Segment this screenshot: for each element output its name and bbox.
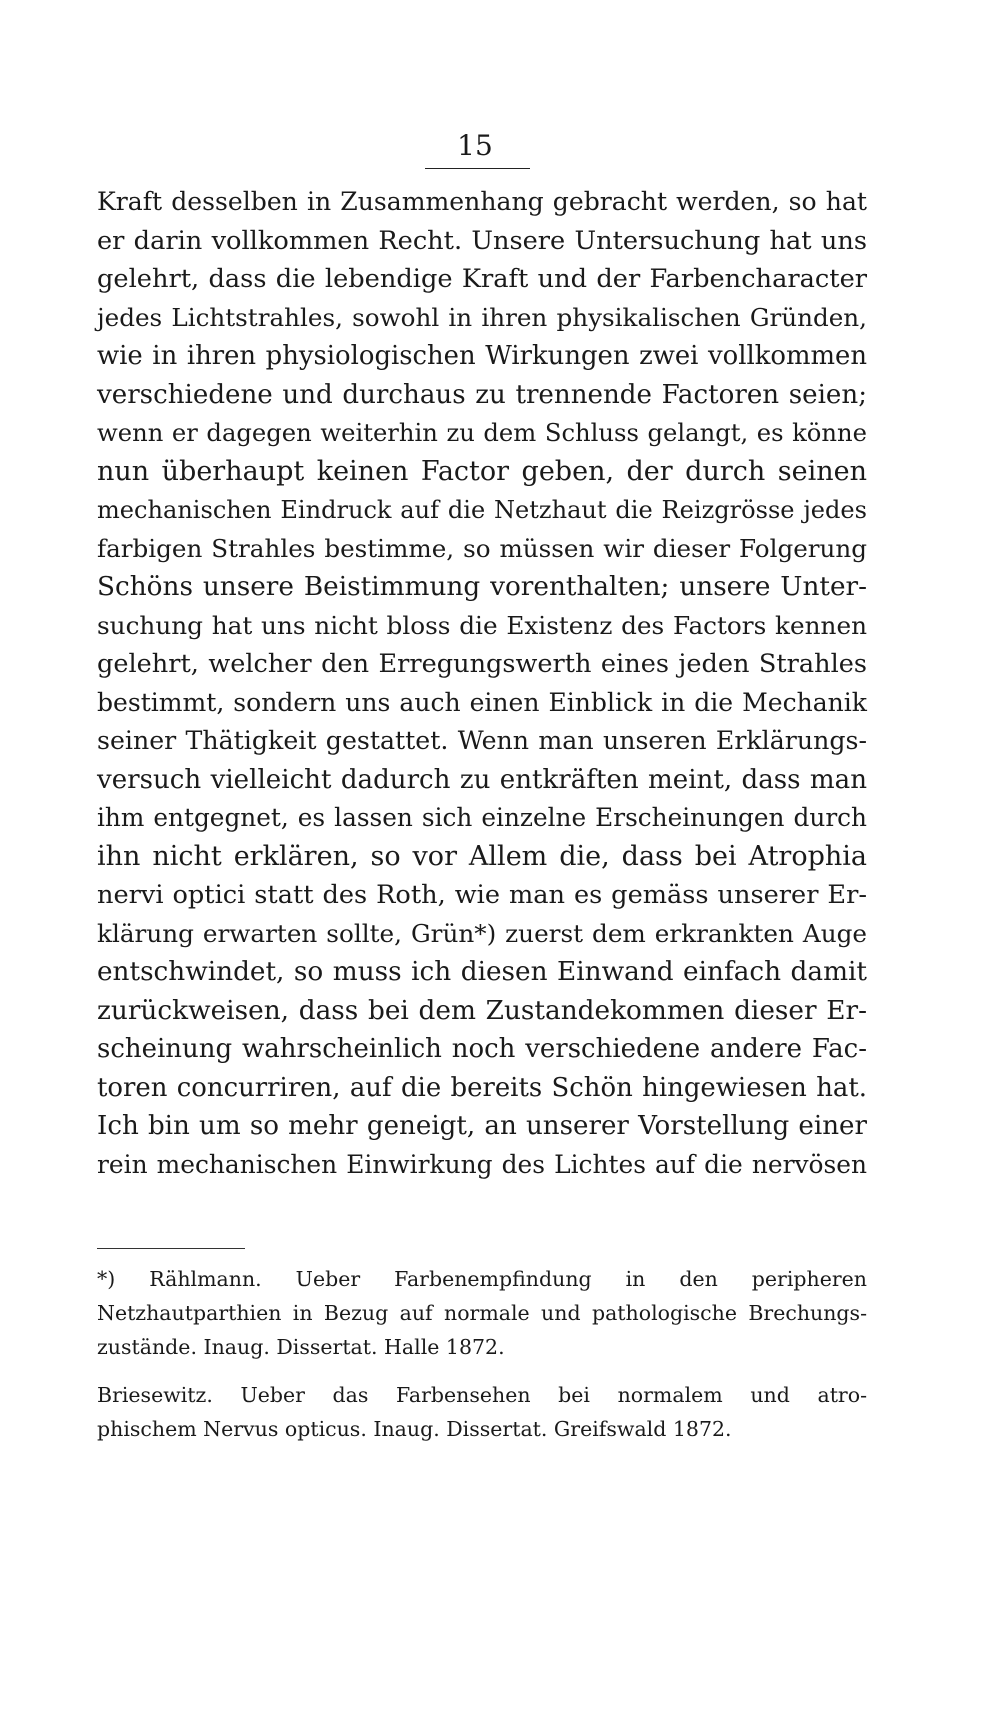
body-line: farbigen Strahles bestimme, so müssen wir dieser Folgerung — [97, 533, 867, 563]
footnote-line: zustände. Inaug. Dissertat. Halle 1872. — [97, 1335, 505, 1359]
body-line: klärung erwarten sollte, Grün*) zuerst dem erkrankten Auge — [97, 918, 867, 948]
page-number: 15 — [457, 129, 493, 162]
body-line: toren concurriren, auf die bereits Schön hingewiesen hat. — [97, 1072, 867, 1103]
footnotes — [97, 1262, 867, 1446]
body-text — [97, 183, 867, 1184]
footnote-gap — [97, 1364, 867, 1378]
footnote-line: Netzhautparthien in Bezug auf normale und pathologische Brechungs- — [97, 1301, 867, 1325]
footnote-line: Briesewitz. Ueber das Farbensehen bei normalem und atro- — [97, 1383, 867, 1407]
body-line: Schöns unsere Beistimmung vorenthalten; unsere Unter- — [97, 572, 867, 602]
body-line: scheinung wahrscheinlich noch verschiedene andere Fac- — [97, 1034, 867, 1064]
page-number-rule — [425, 168, 530, 169]
body-line: seiner Thätigkeit gestattet. Wenn man unseren Erklärungs- — [97, 726, 867, 755]
body-line: mechanischen Eindruck auf die Netzhaut die Reizgrösse jedes — [97, 496, 867, 524]
footnote-line: *) Rählmann. Ueber Farbenempfindung in den peripheren — [97, 1267, 867, 1291]
footnote-rahlmann — [97, 1262, 867, 1364]
body-line: rein mechanischen Einwirkung des Lichtes auf die nervösen — [97, 1149, 867, 1179]
body-line: gelehrt, welcher den Erregungswerth eines jeden Strahles — [97, 649, 867, 679]
body-line: verschiedene und durchaus zu trennende Factoren seien; — [97, 379, 867, 410]
footnote-line: phischem Nervus opticus. Inaug. Dissertat. Greifswald 1872. — [97, 1417, 732, 1441]
footnote-briesewitz — [97, 1378, 867, 1446]
body-line: wie in ihren physiologischen Wirkungen zwei vollkommen — [97, 341, 867, 371]
body-line: entschwindet, so muss ich diesen Einwand einfach damit — [97, 957, 867, 987]
body-line: versuch vielleicht dadurch zu entkräften meint, dass man — [97, 764, 867, 795]
body-line: jedes Lichtstrahles, sowohl in ihren physikalischen Gründen, — [97, 302, 867, 332]
body-line: zurückweisen, dass bei dem Zustandekommen dieser Er- — [97, 995, 867, 1026]
body-line: nun überhaupt keinen Factor geben, der durch seinen — [97, 455, 867, 487]
footnote-rule — [97, 1248, 245, 1249]
body-line: ihm entgegnet, es lassen sich einzelne Erscheinungen durch — [97, 803, 867, 832]
body-line: Ich bin um so mehr geneigt, an unserer Vorstellung einer — [97, 1111, 867, 1141]
body-line: nervi optici statt des Roth, wie man es gemäss unserer Er- — [97, 880, 867, 910]
body-line: bestimmt, sondern uns auch einen Einblick in die Mechanik — [97, 687, 867, 717]
body-line: ihn nicht erklären, so vor Allem die, dass bei Atrophia — [97, 840, 867, 872]
body-line: suchung hat uns nicht bloss die Existenz des Factors kennen — [97, 610, 867, 640]
body-line: Kraft desselben in Zusammenhang gebracht werden, so hat — [97, 187, 867, 216]
body-line: gelehrt, dass die lebendige Kraft und der Farbencharacter — [97, 264, 867, 294]
body-line: wenn er dagegen weiterhin zu dem Schluss gelangt, es könne — [97, 418, 867, 447]
body-line: er darin vollkommen Recht. Unsere Untersuchung hat uns — [97, 225, 867, 256]
